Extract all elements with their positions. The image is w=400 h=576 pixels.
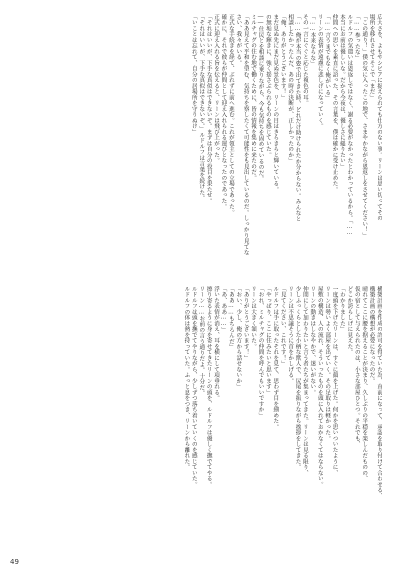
text-line: まだ見ぬ先にまだ見ぬ景色を、リーンの目はきらきらと輝いている。: [272, 14, 279, 193]
text-line: リーンの表情が遠慮に悲しげになっていく。: [316, 14, 323, 129]
text-line: さい、我々がいる。: [235, 14, 242, 66]
text-line: 一度頭を下げたリーンは、すぐに顔を上げた。何かを思いついたように、: [331, 286, 338, 476]
text-line: 屋敷の構造、人の流れ、そういったものを頭に入れておかなくてはならない。: [316, 286, 323, 488]
text-line: 「……参ったな」: [353, 14, 360, 61]
text-line: リーンは大きく頷いた。: [250, 286, 257, 350]
text-line: の無垢な輝きに、強く揺さぶられるものを感じていた。: [264, 14, 271, 158]
text-line: 仮の宿として与えられたのは、小さな部屋ひとつ。それでも、: [353, 286, 360, 447]
text-line: 少しふっくらとした小柄な獣人で、尻尾を振りながら挨拶をしてきた。: [294, 286, 301, 470]
text-line: ルドルフは頭を撫でてやりながら、少しずつ落ち着いていくのを感じていた。: [190, 286, 197, 488]
text-line: 「それはいいが、下手な真似はできないぞ。まずは自分の役目を果たせ。: [205, 14, 212, 204]
text-line: 「やっぱり、ここに住みたいと思います」: [264, 286, 271, 396]
text-line: 「この通り！」僕の気に入ったこの地で、さまやかながら恩返しをさせてください！」: [361, 14, 368, 239]
text-line: リーン……お前の言う通りだよ。十分だ。: [198, 286, 205, 397]
text-line: 「……本来ならな」: [309, 14, 316, 67]
page-number: 49: [10, 558, 19, 566]
text-line: 仲間への思いを素直に語った、その言葉を、僕は確かに受け止めた。: [331, 14, 338, 193]
text-line: 「わかりました」: [338, 286, 345, 332]
text-line: その一言にぐぐと応じた複色の耳。: [301, 14, 308, 106]
lower-text-block: [18, 286, 382, 548]
text-line: 本当にお前は優しいな。だから今夜は、優しさに縋りたい」: [338, 14, 345, 170]
text-line: 擦り寄るように身を寄せてきたリーンの頭を、ルドルフは優しく撫でてやる。: [205, 286, 212, 488]
text-line: 晴れてここに腰を据えることが決まり、久しぶりの平穏を楽しんだものの、: [361, 286, 368, 482]
text-line: リーンは勢いよく部屋を出ていく。その足取りは軽かった。: [324, 286, 331, 442]
text-line: 「ああ……もちろんだ」: [227, 286, 234, 351]
text-line: 構築計画を作成の許可を得ていた為、直前になって、承認を取り付けて合わせる、: [376, 286, 382, 499]
text-line: 確かに、それで彼らが仲間として迎え入れられる運びとなったのであった。: [220, 14, 227, 210]
text-line: リーンは不思議そうに首をかしげる。: [287, 286, 294, 384]
text-line: 「ああ見えて平和を望む、気持ちを察したくて可能性をも見出しているのだ。しっかり見てな: [242, 14, 249, 256]
text-line: どこか誇らしげに見えた。: [346, 286, 353, 355]
text-line: ルドルフは手に取ったそれを見て、思わず目を細めた。: [272, 286, 279, 430]
text-line: リーンの動きはしなやかで、迷いがない。: [309, 286, 316, 396]
text-line: ルドルフの気遣いは恩返しではなく、謝る必要がなかったとわかっているから。「……: [346, 14, 353, 237]
text-line: ルドルフの体は熱を持っていた。ふっと息をつき、リーンから離れた。: [183, 286, 190, 470]
text-line: 相談したかったんだ、あの時の決断が、正しかったのか」: [287, 14, 294, 164]
text-line: 正式な手続きを経て、ぶれずに前へ進む。これが領主としての立場であった。: [227, 14, 234, 216]
text-line: 「あ、ああ……」: [220, 286, 227, 333]
text-line: 「それはいいが、下手な真似はできないぞ。」ルドルフは言葉を続けた。: [198, 14, 205, 201]
text-line: 「……言うまでもなく俺がいる」: [324, 14, 331, 102]
text-line: ――仕民とを相談に乗りながら、今も気持ちを固めているのだ。: [257, 14, 264, 182]
text-line: 「……俺が本当の姿で出てきた時、どれだけ助けられたか分からない。みんなと: [294, 14, 301, 222]
text-line: 「おい、少し、俺の方から話せないか」: [235, 286, 242, 390]
text-line: 「いことは忘れて、自分の居場所を守りぬけ」: [190, 14, 197, 135]
upper-text-block: [18, 14, 382, 276]
text-line: ミルチャグの住む地で働くために、皆の情報を集めに来たのだ。: [250, 14, 257, 181]
text-line: 正式に迎え入れる旨を伝えると、リーンは飛び上がった。: [213, 14, 220, 164]
text-line: 仲間にして加わりたいと言う者たちが集まってきた。リーンは見る限り、: [301, 286, 308, 476]
text-line: 広大さを、よもやシピアに捉えられても仕方のない事。リーンは思い切ってその: [376, 14, 382, 221]
text-line: 「おれ、ミルチャグの仲間を呼んでもいいですか」: [257, 286, 264, 419]
text-line: 「俺、ありがとうございます！」: [279, 14, 286, 101]
text-line: 浮いた表情が消え、耳を横にして項垂れる。: [213, 286, 220, 401]
text-line: 場所を移れさせてそこで「まだ」: [368, 14, 375, 101]
text-line: 構築計画の構想が必要になったのだ。: [368, 286, 375, 384]
text-line: 「ありがとうございます！」: [242, 286, 249, 361]
text-line: 「見てください、これです！」: [279, 286, 286, 367]
